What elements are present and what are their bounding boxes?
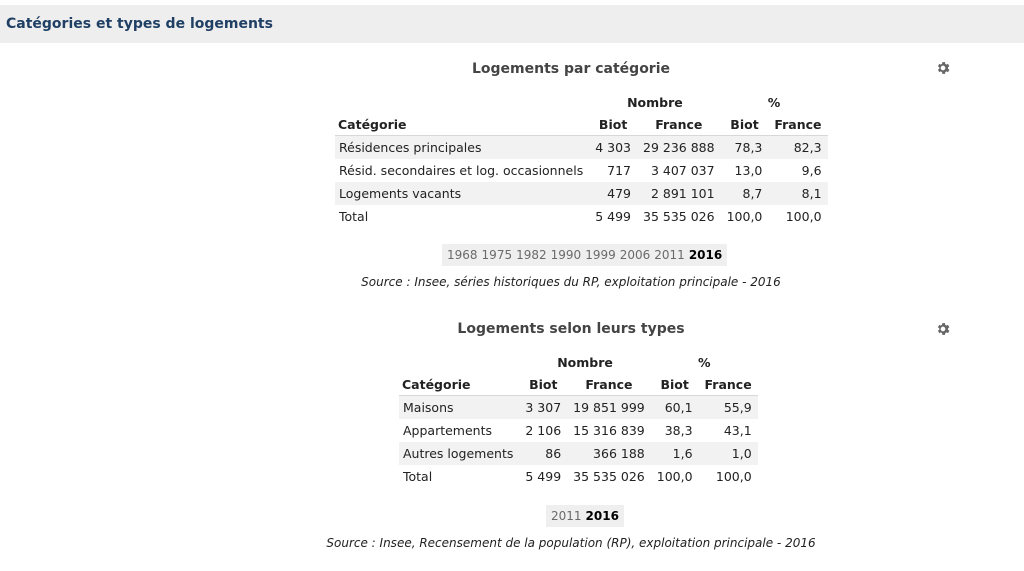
table-row-total	[335, 205, 828, 228]
row-label: Logements vacants	[339, 186, 462, 201]
cell-france: 19 851 999	[573, 400, 645, 415]
cell-france: 366 188	[593, 446, 645, 461]
year-option[interactable]: 2006	[619, 248, 651, 262]
year-selector-1	[442, 244, 727, 266]
cell-biot: 5 499	[525, 469, 562, 484]
empty-header	[399, 351, 519, 373]
table1-source: Source : Insee, séries historiques du RP, exploitation principale - 2016	[361, 275, 781, 289]
col-header-categorie: Catégorie	[399, 373, 519, 396]
year-selector-2	[546, 505, 624, 527]
cell-biot-pct: 1,6	[672, 446, 693, 461]
cell-france: 15 316 839	[573, 423, 645, 438]
col-header-france-pct: France	[768, 113, 827, 136]
section-header	[0, 5, 1024, 43]
year-option[interactable]: 1975	[481, 248, 513, 262]
row-label: Autres logements	[403, 446, 514, 461]
cell-france-pct: 100,0	[785, 209, 822, 224]
table-row	[335, 182, 828, 205]
cell-biot: 4 303	[595, 140, 632, 155]
empty-header	[335, 91, 589, 113]
cell-biot-pct: 8,7	[742, 186, 763, 201]
table2-source: Source : Insee, Recensement de la population (RP), exploitation principale - 2016	[326, 536, 816, 550]
cell-biot: 2 106	[525, 423, 562, 438]
table2-title: Logements selon leurs types	[457, 321, 685, 337]
cell-france-pct: 82,3	[793, 140, 822, 155]
year-option[interactable]: 2011	[551, 509, 582, 523]
year-option[interactable]: 1999	[585, 248, 616, 262]
cell-france: 35 535 026	[573, 469, 645, 484]
gear-icon[interactable]	[935, 60, 951, 76]
cell-biot: 3 307	[525, 400, 562, 415]
row-label: Total	[403, 469, 433, 484]
col-header-france-pct: France	[699, 373, 758, 396]
row-label: Résid. secondaires et log. occasionnels	[339, 163, 584, 178]
cell-france: 2 891 101	[650, 186, 715, 201]
col-header-biot: Biot	[519, 373, 567, 396]
table-row-total	[399, 465, 758, 488]
year-option[interactable]: 1968	[447, 248, 478, 262]
table-logements-selon-types	[399, 351, 758, 488]
cell-biot: 5 499	[595, 209, 632, 224]
col-header-categorie: Catégorie	[335, 113, 589, 136]
section-title: Catégories et types de logements	[6, 16, 273, 32]
cell-biot: 479	[607, 186, 632, 201]
group-header-nombre: Nombre	[627, 94, 683, 110]
col-header-biot: Biot	[589, 113, 637, 136]
gear-icon[interactable]	[935, 321, 951, 337]
table1-title: Logements par catégorie	[471, 61, 671, 77]
cell-france-pct: 43,1	[723, 423, 752, 438]
row-label: Maisons	[403, 400, 454, 415]
year-option[interactable]: 1982	[516, 248, 547, 262]
col-header-biot-pct: Biot	[651, 373, 699, 396]
cell-france-pct: 1,0	[731, 446, 752, 461]
year-option[interactable]: 1990	[550, 248, 582, 262]
table-row	[335, 159, 828, 182]
cell-france: 3 407 037	[650, 163, 715, 178]
year-option[interactable]: 2011	[654, 248, 685, 262]
table-row	[399, 396, 758, 420]
table-row	[399, 419, 758, 442]
cell-france: 29 236 888	[643, 140, 715, 155]
cell-france: 35 535 026	[643, 209, 715, 224]
cell-france-pct: 8,1	[801, 186, 822, 201]
year-option-selected[interactable]: 2016	[688, 248, 723, 262]
table-row	[399, 442, 758, 465]
col-header-biot-pct: Biot	[721, 113, 769, 136]
row-label: Appartements	[403, 423, 493, 438]
table-row	[335, 136, 828, 160]
cell-france-pct: 9,6	[801, 163, 822, 178]
cell-biot-pct: 13,0	[734, 163, 763, 178]
table-logements-par-categorie	[335, 91, 828, 228]
col-header-france: France	[637, 113, 721, 136]
group-header-pct: %	[767, 94, 781, 110]
cell-biot-pct: 60,1	[664, 400, 693, 415]
cell-france-pct: 55,9	[723, 400, 752, 415]
col-header-france: France	[567, 373, 651, 396]
cell-france-pct: 100,0	[715, 469, 752, 484]
cell-biot-pct: 100,0	[726, 209, 763, 224]
cell-biot-pct: 100,0	[656, 469, 693, 484]
row-label: Résidences principales	[339, 140, 482, 155]
cell-biot: 86	[545, 446, 562, 461]
cell-biot-pct: 78,3	[734, 140, 763, 155]
cell-biot-pct: 38,3	[664, 423, 693, 438]
year-option-selected[interactable]: 2016	[585, 509, 619, 523]
row-label: Total	[339, 209, 369, 224]
group-header-nombre: Nombre	[557, 354, 613, 370]
group-header-pct: %	[697, 354, 711, 370]
cell-biot: 717	[607, 163, 632, 178]
